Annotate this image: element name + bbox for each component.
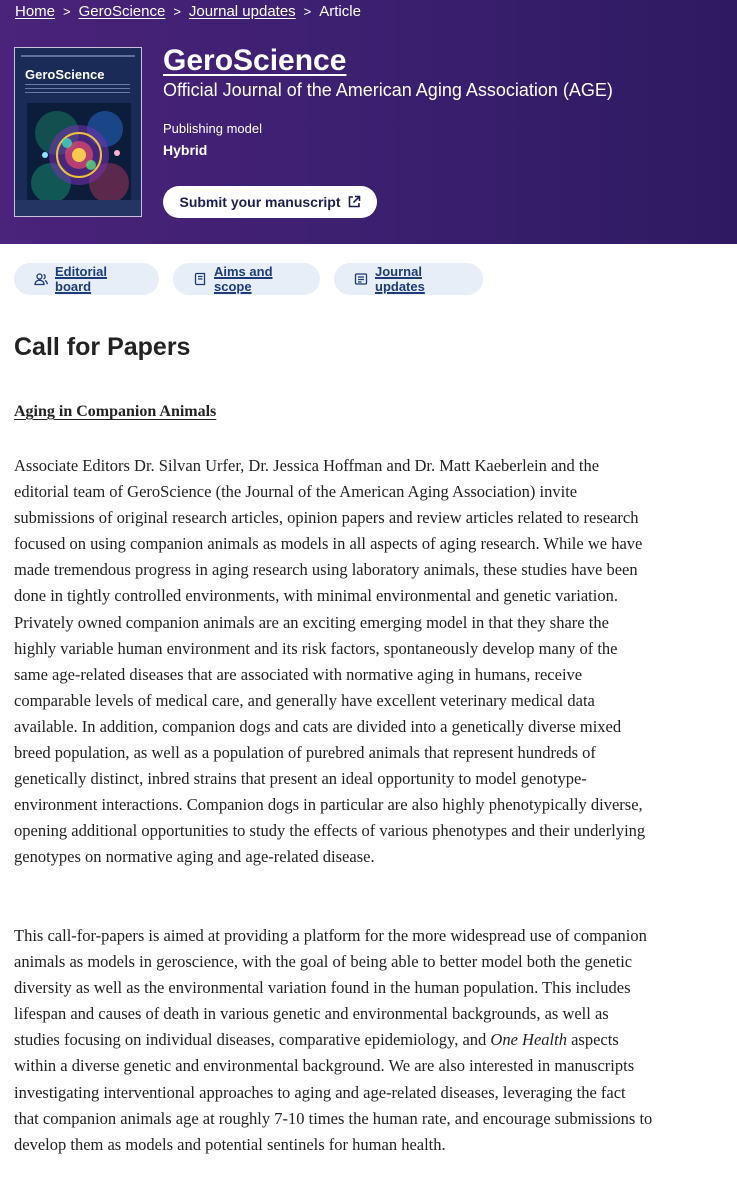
publishing-model-value: Hybrid <box>163 142 208 158</box>
paragraph-2-text-start: This call-for-papers is aimed at providing a platform for the more widespread use of companion animals as models in geroscience, with the goal of being able to better model both the genetic diversity as well as the environmental variation found in the human population. This includes lifespan and causes of death in various genetic and environmental backgrounds, as well as studies focusing on individual diseases, comparative epidemiology, and <box>14 926 647 1050</box>
submit-manuscript-button[interactable] <box>163 186 377 218</box>
breadcrumb-journal-link[interactable]: GeroScience <box>78 3 166 20</box>
journal-header <box>0 0 737 244</box>
breadcrumb-updates-link[interactable]: Journal updates <box>188 3 296 20</box>
cover-subtitle-lines <box>25 84 130 96</box>
breadcrumb-current: Article <box>319 3 361 20</box>
article-paragraph-1: Associate Editors Dr. Silvan Urfer, Dr. Jessica Hoffman and Dr. Matt Kaeberlein and the editorial team of GeroScience (the Journal of the American Aging Association) invite submissions of original research articles, opinion papers and review articles related to research focused on using companion animals as models in all aspects of aging research. While we have made tremendous progress in aging research using laboratory animals, these studies have been done in tightly controlled environments, with minimal environmental and genetic variation. Privately owned companion animals are an exciting emerging model in that they share the highly variable human environment and its risk factors, spontaneously develop many of the same age-related diseases that are associated with normative aging in humans, receive comparable levels of medical care, and generally have excellent veterinary medical data available. In addition, companion dogs and cats are divided into a genetically diverse mixed breed population, as well as a population of purebred animals that represent hundreds of genetically distinct, inbred strains that present an ideal opportunity to model genotype-environment interactions. Companion dogs in particular are also highly phenotypically diverse, opening additional opportunities to study the effects of various phenotypes and their underlying genotypes on normative aging and age-related disease. <box>14 456 646 867</box>
editorial-board-link[interactable] <box>14 263 159 295</box>
breadcrumb-home-link[interactable]: Home <box>15 3 56 20</box>
newspaper-icon <box>354 272 368 286</box>
people-icon <box>34 272 48 286</box>
cover-title: GeroScience <box>25 67 105 82</box>
breadcrumb-separator: > <box>173 4 181 19</box>
one-health-term: One Health <box>490 1030 567 1050</box>
journal-title-link[interactable]: GeroScience <box>163 44 347 77</box>
cover-footer <box>15 200 141 216</box>
editorial-board-label: Editorial board <box>55 264 108 294</box>
journal-nav <box>14 263 483 295</box>
breadcrumb <box>15 3 361 21</box>
publishing-model-label: Publishing model <box>163 121 263 136</box>
page-title: Call for Papers <box>14 333 191 361</box>
article-paragraph-2 <box>14 923 654 1158</box>
submit-manuscript-label: Submit your manuscript <box>179 194 341 210</box>
breadcrumb-separator: > <box>63 4 71 19</box>
cover-rule <box>21 55 135 57</box>
book-icon <box>193 272 207 286</box>
cover-artwork <box>27 103 131 207</box>
breadcrumb-separator: > <box>303 4 312 19</box>
paragraph-2-text-end: aspects within a diverse genetic and environmental background. We are also interested in manuscripts investigating interventional approaches to aging and age-related diseases, leveraging the fact that companion animals age at roughly 7-10 times the human rate, and encourage submissions to develop them as models and potential sentinels for human health. <box>14 1030 653 1154</box>
journal-subtitle: Official Journal of the American Aging Association (AGE) <box>163 80 613 100</box>
section-title-link[interactable]: Aging in Companion Animals <box>14 403 217 420</box>
journal-updates-label: Journal updates <box>375 264 425 294</box>
aims-and-scope-link[interactable] <box>173 263 320 295</box>
journal-updates-link[interactable] <box>334 263 483 295</box>
aims-and-scope-label: Aims and scope <box>214 264 273 294</box>
journal-cover-image[interactable] <box>14 47 142 217</box>
external-link-icon <box>347 195 361 209</box>
